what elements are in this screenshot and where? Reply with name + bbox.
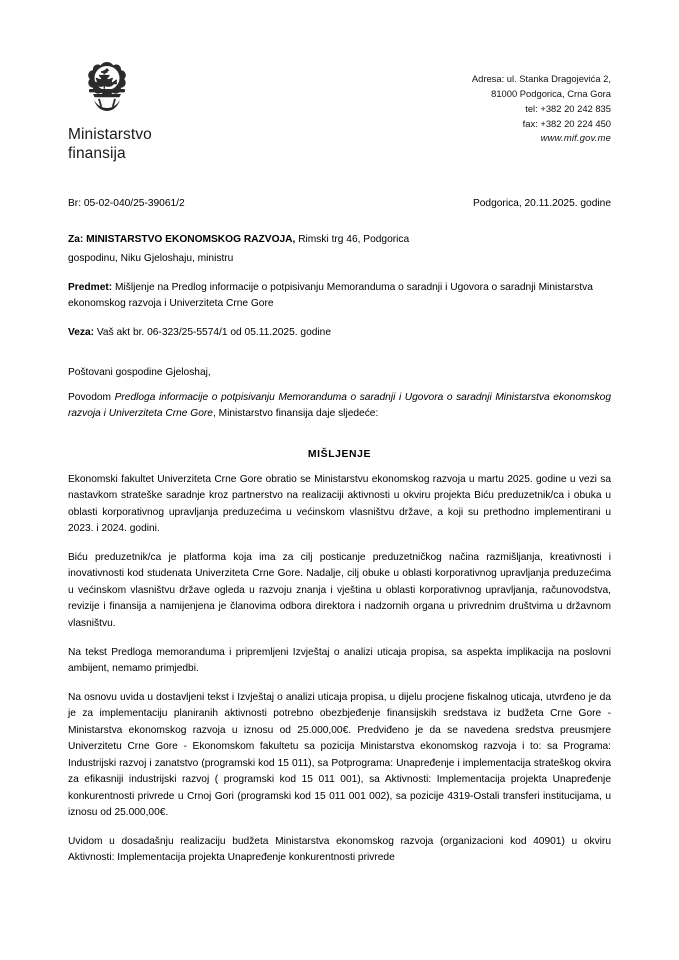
letterhead: [68, 0, 611, 164]
salutation: Poštovani gospodine Gjeloshaj,: [68, 366, 211, 378]
reference-number: Br: 05-02-040/25-39061/2: [68, 197, 185, 209]
intro-before: Povodom: [68, 391, 115, 403]
place-and-date: Podgorica, 20.11.2025. godine: [472, 197, 611, 209]
body-paragraph-1: Ekonomski fakultet Univerziteta Crne Gore obratio se Ministarstvu ekonomskog razvoja u martu 2025. godine u vezi sa nastavkom strateške saradnje kroz partnerstvo na realizaciji aktivnosti u okviru projekta Biću preduzetnik/ca i obuka u oblasti korporativnog upravljanja preduzećima u većinskom vlasništvu države, a koji su prethodno implementirani u 2023. i 2024. godini.: [68, 473, 611, 535]
subject-text: Mišljenje na Predlog informacije o potpisivanju Memoranduma o saradnji i Ugovora o saradnji Ministarstva ekonomskog razvoja i Univerziteta Crne Gore: [68, 281, 593, 310]
body-paragraph-4: Na osnovu uvida u dostavljeni tekst i Izvještaj o analizi uticaja propisa, u dijelu procjene fiskalnog uticaja, utvrđeno je da je za implementaciju planiranih aktivnosti potrebno obezbjeđenje finansijskih sredstava iz budžeta Crne Gore - Ministarstva ekonomskog razvoja u iznosu od 25.000,00€. Predviđeno je da se navedena sredstva preusmjere Univerzitetu Crne Gore - Ekonomskom fakultetu sa pozicija Ministarstva ekonomskog razvoja i to: sa Programa: Industrijski razvoj i zanatstvo (programski kod 15 011), sa Potprograma: Unapređenje i implementacija strateškog okvira za efikasniji industrijski razvoj ( programski kod 15 011 001), sa Aktivnosti: Implementacija projekta Unapređenje konkurentnosti privrede u Crnoj Gori (programski kod 15 011 001 002), sa pozicije 4319-Ostali transferi institucijama, u iznosu od 25.000,00€.: [68, 691, 611, 819]
addressee-organization: MINISTARSTVO EKONOMSKOG RAZVOJA,: [86, 233, 296, 245]
body-paragraph-3: Na tekst Predloga memoranduma i pripremljeni Izvještaj o analizi uticaja propisa, sa aspekta implikacija na poslovni ambijent, nemamo primjedbi.: [68, 646, 611, 675]
addressee-address: Rimski trg 46, Podgorica: [295, 233, 410, 245]
addressee-line: [68, 231, 611, 249]
montenegro-coat-of-arms-icon: [80, 60, 134, 122]
subject-block: [68, 280, 611, 313]
subject-label: Predmet:: [68, 281, 113, 293]
addressee-block: [68, 231, 611, 268]
relation-text: Vaš akt br. 06-323/25-5574/1 od 05.11.2025. godine: [94, 326, 332, 338]
reference-line: [68, 198, 611, 209]
relation-label: Veza:: [68, 326, 95, 338]
body-paragraph-5: Uvidom u dosadašnju realizaciju budžeta Ministarstva ekonomskog razvoja (organizacioni kod 40901) u okviru Aktivnosti: Implementacija projekta Unapređenje konkurentnosti privrede: [68, 835, 611, 864]
ministry-name: [68, 126, 152, 164]
addressee-attention: gospodinu, Niku Gjeloshaju, ministru: [68, 252, 234, 264]
contact-website: www.mif.gov.me: [540, 132, 611, 144]
addressee-label: Za:: [68, 233, 84, 245]
contact-fax: fax: +382 20 224 450: [522, 117, 611, 129]
letterhead-left: [68, 60, 318, 164]
intro-after: , Ministarstvo finansija daje sljedeće:: [212, 408, 379, 420]
intro-italic: Predloga informacije o potpisivanju Memoranduma o saradnji i Ugovora o saradnji Ministarstva ekonomskog razvoja i Univerziteta Crne Gore: [68, 391, 611, 420]
ministry-line-1: Ministarstvo: [68, 126, 152, 143]
body-paragraph-2: Biću preduzetnik/ca je platforma koja ima za cilj posticanje preduzetničkog načina razmišljanja, kreativnosti i inovativnosti kod studenata Univerziteta Crne Gore. Nadalje, cilj obuke u oblasti korporativnog upravljanja preduzećima u većinskom vlasništvu države ogleda u razvoju znanja i vještina u oblasti korporativnog upravljanja, računovodstva, revizije i finansija a namijenjena je članovima odbora direktora i nadzornih organa u privrednim društvima u državnom vlasništvu.: [68, 551, 611, 629]
contact-address-line-1: Adresa: ul. Stanka Dragojevića 2,: [471, 73, 611, 84]
relation-block: [68, 325, 611, 341]
contact-address-line-2: 81000 Podgorica, Crna Gora: [491, 87, 611, 99]
ministry-line-2: finansija: [68, 144, 126, 162]
intro-paragraph: [68, 390, 611, 423]
opinion-heading: MIŠLJENJE: [307, 448, 372, 460]
contact-phone: tel: +382 20 242 835: [525, 102, 611, 114]
letterhead-contact: [351, 60, 611, 146]
